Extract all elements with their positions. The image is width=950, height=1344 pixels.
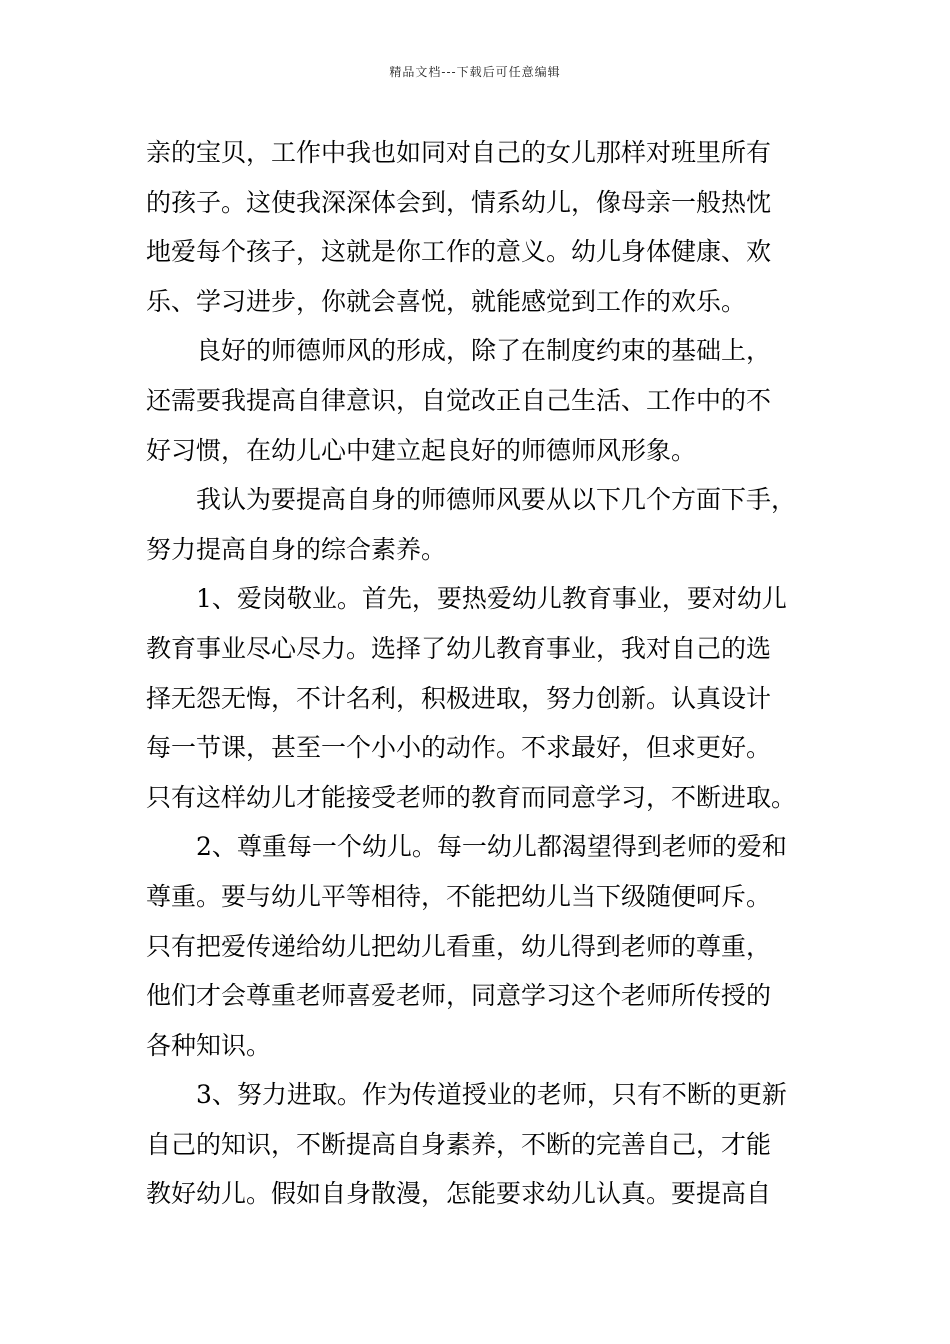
text-line: 努力提高自身的综合素养。	[146, 534, 447, 564]
text-line: 只有这样幼儿才能接受老师的教育而同意学习，不断进取。	[146, 782, 797, 812]
text-line: 各种知识。	[146, 1030, 272, 1060]
text-line: 良好的师德师风的形成，除了在制度约束的基础上，	[196, 336, 772, 366]
text-line: 自己的知识，不断提高自身素养，不断的完善自己，才能	[146, 1129, 772, 1159]
text-line: 1、爱岗敬业。首先，要热爱幼儿教育事业，要对幼儿	[196, 584, 787, 614]
text-line: 好习惯，在幼儿心中建立起良好的师德师风形象。	[146, 435, 697, 465]
text-line: 他们才会尊重老师喜爱老师，同意学习这个老师所传授的	[146, 981, 772, 1011]
text-line: 还需要我提高自律意识，自觉改正自己生活、工作中的不	[146, 385, 772, 415]
paragraph	[146, 128, 826, 326]
text-line: 择无怨无悔，不计名利，积极进取，努力创新。认真设计	[146, 683, 772, 713]
text-line: 亲的宝贝，工作中我也如同对自己的女儿那样对班里所有	[146, 138, 772, 167]
text-line: 教好幼儿。假如自身散漫，怎能要求幼儿认真。要提高自	[146, 1179, 772, 1209]
text-line: 教育事业尽心尽力。选择了幼儿教育事业，我对自己的选	[146, 633, 772, 663]
paragraph	[146, 475, 826, 574]
text-line: 地爱每个孩子，这就是你工作的意义。幼儿身体健康、欢	[146, 237, 772, 267]
text-line: 我认为要提高自身的师德师风要从以下几个方面下手，	[196, 485, 797, 515]
document-body	[146, 128, 826, 1219]
text-line: 的孩子。这使我深深体会到，情系幼儿，像母亲一般热忱	[146, 187, 772, 217]
paragraph	[146, 326, 826, 475]
text-line: 只有把爱传递给幼儿把幼儿看重，幼儿得到老师的尊重，	[146, 931, 772, 961]
paragraph	[146, 1070, 826, 1219]
text-line: 每一节课，甚至一个小小的动作。不求最好，但求更好。	[146, 733, 772, 763]
text-line: 乐、学习进步，你就会喜悦，就能感觉到工作的欢乐。	[146, 286, 747, 316]
text-line: 3、努力进取。作为传道授业的老师，只有不断的更新	[196, 1080, 787, 1110]
text-line: 尊重。要与幼儿平等相待，不能把幼儿当下级随便呵斥。	[146, 881, 772, 911]
paragraph	[146, 822, 826, 1070]
text-line: 2、尊重每一个幼儿。每一幼儿都渴望得到老师的爱和	[196, 832, 787, 862]
paragraph	[146, 574, 826, 822]
page-header: 精品文档---下载后可任意编辑	[389, 65, 561, 79]
